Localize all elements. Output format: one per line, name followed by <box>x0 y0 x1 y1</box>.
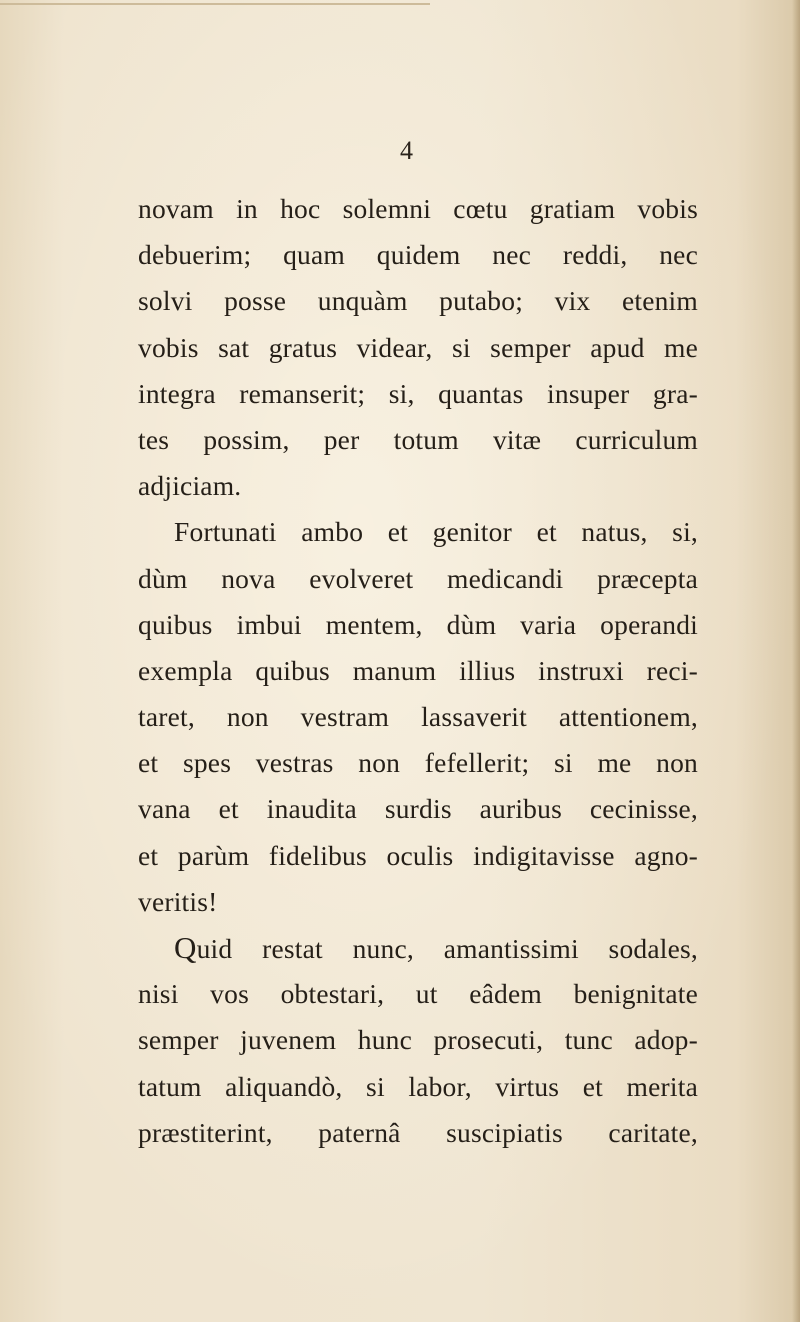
text-line: veritis! <box>138 885 218 917</box>
page-number: 4 <box>400 136 413 165</box>
text-line: et spes vestras non fefellerit; si me non <box>138 747 698 779</box>
paragraph-first-line: Fortunati ambo et genitor et natus, si, <box>174 516 698 548</box>
text-line: novam in hoc solemni cœtu gratiam vobis <box>138 193 698 224</box>
text-line: nisi vos obtestari, ut eâdem benignitate <box>138 978 698 1010</box>
text-line: tes possim, per totum vitæ curriculum <box>138 423 698 455</box>
body-text <box>138 186 698 1156</box>
paragraph-first-line: Quid restat nunc, amantissimi sodales, <box>174 930 698 965</box>
text-line: vana et inaudita surdis auribus cecinisse, <box>138 793 698 825</box>
text-line: exempla quibus manum illius instruxi reci- <box>138 654 698 686</box>
text-line: tatum aliquandò, si labor, virtus et merita <box>138 1070 698 1102</box>
text-line: integra remanserit; si, quantas insuper gra- <box>138 377 698 409</box>
text-line: dùm nova evolveret medicandi præcepta <box>138 562 698 594</box>
text-line: debuerim; quam quidem nec reddi, nec <box>138 239 698 271</box>
text-line: semper juvenem hunc prosecuti, tunc adop- <box>138 1024 698 1056</box>
page-edge-shadow <box>792 0 800 1322</box>
text-line: vobis sat gratus videar, si semper apud me <box>138 331 698 363</box>
top-edge-rule <box>0 3 430 5</box>
text-line: et parùm fidelibus oculis indigitavisse agno- <box>138 839 698 871</box>
text-line: præstiterint, paternâ suscipiatis caritate, <box>138 1116 698 1148</box>
text-line: adjiciam. <box>138 470 242 502</box>
text-line: solvi posse unquàm putabo; vix etenim <box>138 285 698 317</box>
text-line: taret, non vestram lassaverit attentionem, <box>138 701 698 733</box>
text-line: quibus imbui mentem, dùm varia operandi <box>138 608 698 640</box>
